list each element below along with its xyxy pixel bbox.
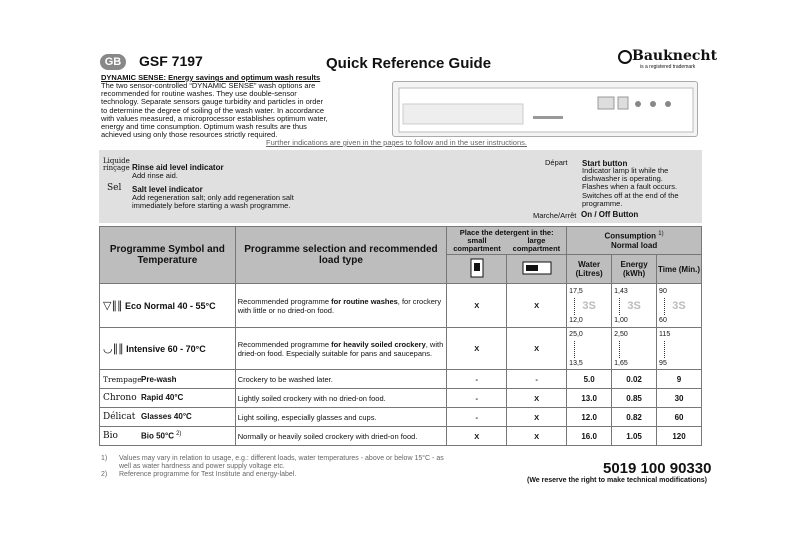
country-badge: GB <box>100 54 126 70</box>
small-compartment-value: - <box>447 408 507 427</box>
programme-symbol-label: Bio <box>103 431 118 442</box>
small-compartment-value: X <box>447 328 507 370</box>
consumption-label: Consumption <box>604 231 657 241</box>
water-value: 13.0 <box>567 389 612 408</box>
programme-eco <box>100 284 236 328</box>
large-compartment-value: X <box>507 328 567 370</box>
control-panel-drawing <box>393 82 699 138</box>
programme-description: Lightly soiled crockery with no dried-on food. <box>235 389 446 408</box>
table-row <box>100 389 702 408</box>
description-text-cont: , for crockery with little or no dried-on food. <box>237 296 442 315</box>
range-bottom: 12,0 <box>569 316 583 324</box>
sense-watermark: 3S <box>672 299 686 312</box>
footnote-number: 2) <box>101 471 108 478</box>
small-compartment-icon <box>469 258 485 278</box>
footnote-text: Reference programme for Test Institute and energy-label. <box>119 471 297 478</box>
energy-value: 0.85 <box>612 389 657 408</box>
salt-text: Add regeneration salt; only add regeneration salt immediately before starting a wash programme. <box>132 193 294 211</box>
range-top: 17,5 <box>569 287 583 295</box>
model-number: GSF 7197 <box>139 53 203 69</box>
control-panel-illustration <box>392 81 698 137</box>
header-programme-symbol: Programme Symbol and Temperature <box>100 227 236 284</box>
energy-range <box>612 328 657 370</box>
consumption-footnote: 1) <box>658 231 664 238</box>
programme-description <box>235 284 446 328</box>
description-text: Recommended programme <box>237 339 332 349</box>
programme-name: Intensive 60 - 70°C <box>126 344 206 354</box>
time-value: 120 <box>657 427 702 446</box>
large-compartment-icon-cell <box>507 255 567 284</box>
small-compartment-value: X <box>447 427 507 446</box>
small-compartment-label: small compartment <box>453 235 501 253</box>
description-emphasis: for routine washes <box>331 296 398 306</box>
brand-logo <box>618 48 718 74</box>
header-detergent <box>447 227 567 255</box>
range-top: 115 <box>659 330 671 338</box>
programme-description: Crockery to be washed later. <box>235 370 446 389</box>
large-compartment-value: X <box>507 427 567 446</box>
description-text: Recommended programme <box>237 296 332 306</box>
salt-symbol-label: Sel <box>107 183 122 193</box>
small-compartment-value: X <box>447 284 507 328</box>
footnotes <box>101 455 449 479</box>
logo-name: Bauknecht <box>632 48 718 64</box>
start-symbol-label: Départ <box>545 158 568 167</box>
water-value: 5.0 <box>567 370 612 389</box>
range-bottom: 60 <box>659 316 667 324</box>
document-code: 5019 100 90330 <box>603 460 712 477</box>
water-range <box>567 284 612 328</box>
small-compartment-icon-cell <box>447 255 507 284</box>
description-emphasis: for heavily soiled crockery <box>331 339 426 349</box>
table-row <box>100 370 702 389</box>
header-consumption <box>567 227 702 255</box>
water-range <box>567 328 612 370</box>
further-indications-link[interactable]: Further indications are given in the pages to follow and in the user instructions. <box>266 138 527 147</box>
logo-emblem-icon <box>618 50 632 64</box>
indicator-legend <box>99 150 702 223</box>
page-title: Quick Reference Guide <box>326 55 492 72</box>
programme-name: Bio 50°C <box>141 431 174 441</box>
energy-value: 0.82 <box>612 408 657 427</box>
intro-text: The two sensor-controlled “DYNAMIC SENSE” wash options are recommended for routine washes. They use double-sensor technology. Separate sensors gauge turbidity and particles in order to determine the degree of soiling of the wash water. In accordance with values measured, a microprocessor establishes optimum water, energy and time consumption. Optimum wash results are thus achieved using only those resources strictly required. <box>101 81 328 140</box>
range-top: 90 <box>659 287 667 295</box>
programme-glasses <box>100 408 236 427</box>
time-range <box>657 284 702 328</box>
rinse-label-line1: Liquide <box>103 157 130 165</box>
range-top: 25,0 <box>569 330 583 338</box>
reference-footnote: 2) <box>176 430 182 437</box>
programme-table <box>99 226 702 446</box>
programme-symbol-label: Délicat <box>103 412 136 422</box>
table-row <box>100 284 702 328</box>
rinse-label-line2: rinçage <box>103 164 130 172</box>
water-value: 16.0 <box>567 427 612 446</box>
programme-symbol-label: Chrono <box>103 393 137 403</box>
footnote-number: 1) <box>101 455 108 462</box>
header-programme-selection: Programme selection and recommended load type <box>235 227 446 284</box>
detergent-heading: Place the detergent in the: <box>459 227 554 237</box>
sense-watermark: 3S <box>627 299 641 312</box>
eco-glass-icon: ▽∥∥ <box>103 300 123 312</box>
onoff-title: On / Off Button <box>581 210 639 219</box>
footnote-2 <box>101 471 449 479</box>
programme-name: Glasses 40°C <box>141 412 192 421</box>
description-text-cont: , with dried-on food. Especially suitable for pans and saucepans. <box>237 339 444 358</box>
table-row <box>100 328 702 370</box>
sense-watermark: 3S <box>582 299 596 312</box>
range-bottom: 13,5 <box>569 359 583 367</box>
footnote-text: Values may vary in relation to usage, e.g.: different loads, water temperatures - above or below 15°C - as well as water hardness and power supply voltage etc. <box>119 455 444 470</box>
reserve-notice: (We reserve the right to make technical modifications) <box>527 477 707 484</box>
range-top: 1,43 <box>614 287 628 295</box>
small-compartment-value: - <box>447 370 507 389</box>
table-row <box>100 427 702 446</box>
range-bottom: 95 <box>659 359 667 367</box>
normal-load-label: Normal load <box>610 240 658 250</box>
range-bottom: 1,65 <box>614 359 628 367</box>
small-compartment-value: - <box>447 389 507 408</box>
programme-name: Pre-wash <box>141 374 177 384</box>
large-compartment-value: X <box>507 408 567 427</box>
programme-intensive <box>100 328 236 370</box>
energy-range <box>612 284 657 328</box>
programme-prewash <box>100 370 236 389</box>
time-value: 9 <box>657 370 702 389</box>
intro-heading: DYNAMIC SENSE: Energy savings and optimum wash results <box>101 73 321 82</box>
onoff-symbol-label: Marche/Arrêt <box>533 211 577 220</box>
programme-description: Normally or heavily soiled crockery with dried-on food. <box>235 427 446 446</box>
programme-symbol-label: Trempage <box>103 374 142 384</box>
programme-name: Eco Normal 40 - 55°C <box>124 301 216 311</box>
header-water: Water (Litres) <box>567 255 612 284</box>
programme-rapid <box>100 389 236 408</box>
programme-bio <box>100 427 236 446</box>
start-text: Indicator lamp lit while the dishwasher is operating. Flashes when a fault occurs. Switches off at the end of the programme. <box>582 166 679 208</box>
large-compartment-icon <box>522 260 552 276</box>
large-compartment-label: large compartment <box>512 235 561 253</box>
programme-name: Rapid 40°C <box>141 393 184 402</box>
time-value: 60 <box>657 408 702 427</box>
time-range <box>657 328 702 370</box>
programme-description <box>235 328 446 370</box>
rinse-text: Add rinse aid. <box>132 171 178 180</box>
start-title: Start button <box>582 159 628 168</box>
logo-tagline: is a registered trademark <box>640 64 696 70</box>
large-compartment-value: - <box>507 370 567 389</box>
range-top: 2,50 <box>614 330 628 338</box>
intensive-pan-icon: ◡∥∥ <box>103 343 124 355</box>
energy-value: 0.02 <box>612 370 657 389</box>
header-time: Time (Min.) <box>657 255 702 284</box>
time-value: 30 <box>657 389 702 408</box>
energy-value: 1.05 <box>612 427 657 446</box>
large-compartment-value: X <box>507 284 567 328</box>
table-row <box>100 408 702 427</box>
water-value: 12.0 <box>567 408 612 427</box>
header-energy: Energy (kWh) <box>612 255 657 284</box>
range-bottom: 1,00 <box>614 316 628 324</box>
salt-title: Salt level indicator <box>132 185 203 194</box>
rinse-title: Rinse aid level indicator <box>132 163 224 172</box>
footnote-1 <box>101 455 449 471</box>
large-compartment-value: X <box>507 389 567 408</box>
rinse-symbol-label <box>103 158 130 172</box>
programme-description: Light soiling, especially glasses and cups. <box>235 408 446 427</box>
